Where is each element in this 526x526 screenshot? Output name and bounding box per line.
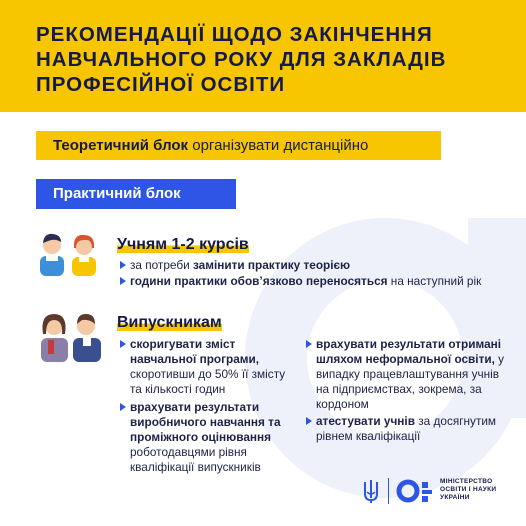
- ministry-name-line: УКРАЇНИ: [440, 494, 470, 501]
- ministry-name: [440, 478, 520, 502]
- theory-block-label: Теоретичний блок: [53, 137, 189, 154]
- ministry-name-line: ОСВІТИ І НАУКИ: [440, 486, 497, 493]
- bullet-bold-text: замінити практику теорією: [192, 258, 351, 272]
- graduates-section-title: [117, 313, 222, 333]
- logo-divider: [388, 478, 389, 504]
- practice-block-banner: [36, 179, 236, 209]
- page-title: РЕКОМЕНДАЦІЇ ЩОДО ЗАКІНЧЕННЯ НАВЧАЛЬНОГО РОКУ ДЛЯ ЗАКЛАДІВ ПРОФЕСІЙНОЇ ОСВІТИ: [36, 23, 447, 96]
- bullet-arrow-icon: [120, 277, 126, 285]
- students-title-text: Учням 1-2 курсів: [117, 236, 249, 253]
- theory-block-banner: [36, 131, 441, 160]
- students-illustration-icon: [36, 228, 104, 278]
- bullet-bold-text: години практики обов’язково переносяться: [130, 274, 388, 288]
- bullet-text: за досягнутим рівнем кваліфікації: [316, 414, 497, 443]
- list-item: [130, 274, 510, 289]
- students-section-title: [117, 235, 249, 255]
- theory-block-text: організувати дистанційно: [188, 137, 369, 154]
- bullet-text: скоротивши до 50% її змісту та кількості годин: [130, 367, 286, 396]
- bullet-bold-text: атестувати учнів: [316, 414, 415, 428]
- ministry-logo-icon: [396, 478, 436, 504]
- bullet-arrow-icon: [120, 261, 126, 269]
- bullet-arrow-icon: [306, 417, 312, 425]
- graduates-title-text: Випускникам: [117, 314, 222, 331]
- ministry-name-line: МІНІСТЕРСТВО: [440, 478, 493, 485]
- trident-emblem-icon: [362, 478, 380, 504]
- bullet-text: за потреби: [130, 258, 193, 272]
- bullet-bold-text: скоригувати зміст навчальної програми,: [130, 337, 260, 366]
- bullet-text: на наступний рік: [387, 274, 482, 288]
- bullet-arrow-icon: [120, 340, 126, 348]
- graduates-illustration-icon: [34, 306, 108, 364]
- list-item: [130, 337, 295, 397]
- list-item: [316, 414, 506, 444]
- list-item: [316, 337, 506, 412]
- bullet-arrow-icon: [120, 403, 126, 411]
- bullet-text: у випадку працевлаштування учнів на підприємствах, зокрема, за кордоном: [316, 352, 505, 411]
- bullet-arrow-icon: [306, 340, 312, 348]
- header-banner: [0, 0, 526, 112]
- list-item: [130, 400, 300, 475]
- practice-block-label: Практичний блок: [53, 185, 181, 202]
- bullet-bold-text: врахувати результати отримані шляхом неформальної освіти,: [316, 337, 502, 366]
- list-item: [130, 258, 510, 273]
- bullet-bold-text: врахувати результати виробничого навчання та проміжного оцінювання: [130, 400, 281, 444]
- bullet-text: роботодавцями рівня кваліфікації випускників: [130, 445, 261, 474]
